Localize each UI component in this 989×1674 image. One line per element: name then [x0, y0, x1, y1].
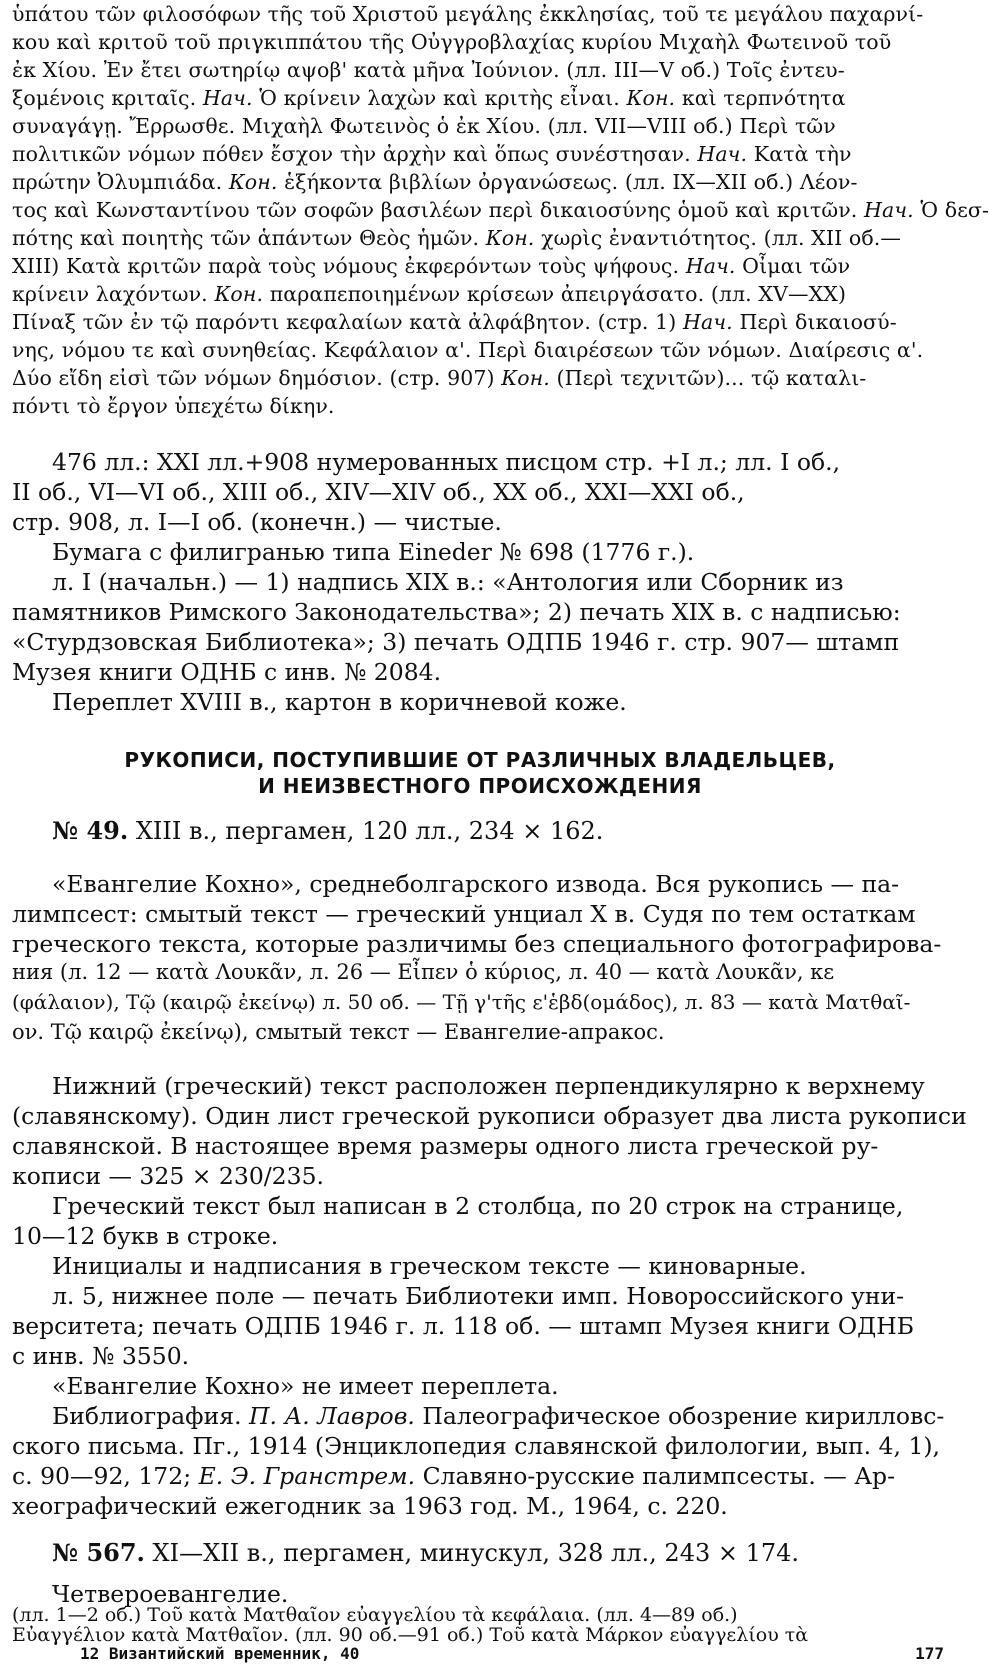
- greek-line-4: [12, 86, 948, 110]
- greek-line-5: συναγάγῃ. Ἔρρωσθε. Μιχαὴλ Φωτεινὸς ὁ ἐκ Χίου. (лл. VII—VIII об.) Περὶ τῶν: [12, 114, 836, 138]
- biblio-title-2: Славяно-русские палимпсесты. — Ар-: [422, 1462, 896, 1490]
- body-49-line-11: Греческий текст был написан в 2 столбца, по 20 строк на странице,: [52, 1192, 904, 1220]
- greek-line-11-tail: παραπεποιημένων κρίσεων ἀπειργάσατο. (лл. XV—XX): [269, 282, 847, 306]
- greek-line-11-lead: κρίνειν λαχόντων.: [12, 282, 208, 306]
- greek-line-14-lead: Δύο εἴδη εἰσὶ τῶν νόμων δημόσιον. (стр. 907): [12, 366, 495, 390]
- explicit-marker: Кон.: [626, 86, 676, 110]
- section-heading-line-1: РУКОПИСИ, ПОСТУПИВШИЕ ОТ РАЗЛИЧНЫХ ВЛАДЕЛЬЦЕВ,: [124, 748, 836, 772]
- entry-567-details: XI—XII в., пергамен, минускул, 328 лл., 243 × 174.: [152, 1539, 800, 1567]
- body-49-line-10: кописи — 325 × 230/235.: [12, 1162, 325, 1190]
- greek-line-12: [12, 310, 948, 334]
- body-49-line-9: славянской. В настоящее время размеры одного листа греческой ру-: [12, 1132, 879, 1160]
- biblio-line-3: [12, 1462, 948, 1490]
- desc-line-2: II об., VI—VI об., XIII об., XIV—XIV об., XX об., XXI—XXI об.,: [12, 478, 745, 506]
- body-49-line-1: «Евангелие Кохно», среднеболгарского извода. Вся рукопись — па-: [52, 870, 900, 898]
- greek-line-15: πόντι τὸ ἔργον ὑπεχέτω δίκην.: [12, 394, 335, 418]
- incipit-marker: Нач.: [697, 142, 748, 166]
- biblio-author-2: Е. Э. Гранстрем.: [198, 1462, 416, 1490]
- desc-line-3: стр. 908, л. I—I об. (конечн.) — чистые.: [12, 508, 502, 536]
- explicit-marker: Кон.: [214, 282, 264, 306]
- greek-line-14-tail: (Περὶ τεχνιτῶν)... τῷ καταλι-: [556, 366, 867, 390]
- greek-line-14: [12, 366, 948, 390]
- greek-line-3: ἐκ Χίου. Ἐν ἔτει σωτηρίῳ αψοβ' κατὰ μῆνα Ἰούνιον. (лл. III—V об.) Τοῖς ἐντευ-: [12, 58, 845, 82]
- greek-line-1: ὑπάτου τῶν φιλοσόφων τῆς τοῦ Χριστοῦ μεγάλης ἐκκλησίας, τοῦ τε μεγάλου παχαρνί-: [12, 2, 924, 26]
- body-49-line-3: греческого текста, которые различимы без специального фотографирова-: [12, 930, 942, 958]
- desc-line-6: памятников Римского Законодательства»; 2) печать XIX в. с надписью:: [12, 598, 901, 626]
- desc-line-4: Бумага с филигранью типа Eineder № 698 (1776 г.).: [52, 538, 695, 566]
- body-49-line-16: с инв. № 3550.: [12, 1342, 190, 1370]
- explicit-marker: Кон.: [501, 366, 550, 390]
- biblio-author-1: П. А. Лавров.: [249, 1402, 415, 1430]
- greek-line-8-tail: Ὁ δεσ-: [920, 198, 989, 222]
- greek-line-7-tail: ἑξήκοντα βιβλίων ὀργανώσεως. (лл. IX—XII об.) Λέον-: [284, 170, 858, 194]
- body-49-line-14: л. 5, нижнее поле — печать Библиотеки имп. Новороссийского уни-: [52, 1282, 905, 1310]
- entry-49-number: № 49.: [52, 816, 129, 845]
- incipit-marker: Нач.: [685, 254, 736, 278]
- incipit-marker: Нач.: [864, 198, 914, 222]
- greek-line-10: [12, 254, 948, 278]
- body-49-line-4: ния (л. 12 — κατὰ Λουκᾶν, л. 26 — Εἶπεν ὁ κύριος, л. 40 — κατὰ Λουκᾶν, κε: [12, 960, 835, 984]
- greek-line-12-lead: Πίναξ τῶν ἐν τῷ παρόντι κεφαλαίων κατὰ ἀλφάβητον. (стр. 1): [12, 310, 677, 334]
- entry-49-details: XIII в., пергамен, 120 лл., 234 × 162.: [135, 817, 604, 845]
- section-heading-line-2: И НЕИЗВЕСТНОГО ПРОИСХОЖДЕНИЯ: [258, 774, 702, 798]
- greek-line-6-tail: Κατὰ τὴν: [753, 142, 852, 166]
- greek-line-9: [12, 226, 948, 250]
- body-49-line-15: верситета; печать ОДПБ 1946 г. л. 118 об. — штамп Музея книги ОДНБ: [12, 1312, 914, 1340]
- greek-line-8-lead: τος καὶ Κωνσταντίνου τῶν σοφῶν βασιλέων περὶ δικαιοσύνης ὁμοῦ καὶ κριτῶν.: [12, 198, 858, 222]
- explicit-marker: Кон.: [485, 226, 535, 250]
- greek-line-4-tail: καὶ τερπνότητα: [681, 86, 846, 110]
- body-567-line-1: Четвероевангелие.: [52, 1580, 289, 1608]
- body-567-line-2: (лл. 1—2 об.) Τοῦ κατὰ Ματθαῖον εὐαγγελίου τὰ κεφάλαια. (лл. 4—89 об.): [12, 1604, 738, 1626]
- greek-line-12-tail: Περὶ δικαιοσύ-: [739, 310, 897, 334]
- biblio-line-1: [52, 1402, 948, 1430]
- incipit-marker: Нач.: [683, 310, 733, 334]
- body-49-line-2: лимпсест: смытый текст — греческий унциал X в. Судя по тем остаткам: [12, 900, 916, 928]
- biblio-label: Библиография.: [52, 1402, 242, 1430]
- desc-line-9: Переплет XVIII в., картон в коричневой коже.: [52, 688, 627, 716]
- page-number: 177: [915, 1644, 944, 1663]
- incipit-marker: Нач.: [202, 86, 253, 110]
- greek-line-6: [12, 142, 948, 166]
- body-49-line-17: «Евангелие Кохно» не имеет переплета.: [52, 1372, 559, 1400]
- biblio-line-2: ского письма. Пг., 1914 (Энциклопедия славянской филологии, вып. 4, 1),: [12, 1432, 941, 1460]
- body-49-line-7: Нижний (греческий) текст расположен перпендикулярно к верхнему: [52, 1072, 925, 1100]
- greek-line-8: [12, 198, 989, 222]
- greek-line-7: [12, 170, 948, 194]
- body-567-line-3: Εὐαγγέλιον κατὰ Ματθαῖον. (лл. 90 об.—91 об.) Τοῦ κατὰ Μάρκον εὐαγγελίου τὰ: [12, 1624, 809, 1646]
- desc-line-5: л. I (начальн.) — 1) надпись XIX в.: «Антология или Сборник из: [52, 568, 844, 596]
- greek-line-11: [12, 282, 948, 306]
- entry-567-number: № 567.: [52, 1538, 145, 1567]
- body-49-line-5: (φάλαιον), Τῷ (καιρῷ ἐκείνῳ) л. 50 об. — Τῇ γ'τῆς ε'ἑβδ(ομάδος), л. 83 — κατὰ Ματθαῖ-: [12, 990, 911, 1014]
- body-49-line-8: (славянскому). Один лист греческой рукописи образует два листа рукописи: [12, 1102, 967, 1130]
- greek-line-9-tail: χωρὶς ἐναντιότητος. (лл. XII об.—: [541, 226, 901, 250]
- body-49-line-12: 10—12 букв в строке.: [12, 1222, 279, 1250]
- greek-line-9-lead: πότης καὶ ποιητὴς τῶν ἁπάντων Θεὸς ἡμῶν.: [12, 226, 480, 250]
- entry-567-header: [52, 1538, 948, 1567]
- greek-line-13: νης, νόμου τε καὶ συνηθείας. Κεφάλαιον α'. Περὶ διαιρέσεων τῶν νόμων. Διαίρεσις α'.: [12, 338, 924, 362]
- desc-line-8: Музея книги ОДНБ с инв. № 2084.: [12, 658, 442, 686]
- greek-line-4-lead: ξομένοις κριταῖς.: [12, 86, 197, 110]
- desc-line-1: 476 лл.: XXI лл.+908 нумерованных писцом стр. +I л.; лл. I об.,: [52, 448, 841, 476]
- desc-line-7: «Стурдзовская Библиотека»; 3) печать ОДПБ 1946 г. стр. 907— штамп: [12, 628, 900, 656]
- greek-line-7-lead: πρώτην Ὀλυμπιάδα.: [12, 170, 223, 194]
- biblio-title-1: Палеографическое обозрение кирилловс-: [422, 1402, 945, 1430]
- greek-line-10-lead: XIII) Κατὰ κριτῶν παρὰ τοὺς νόμους ἐκφερόντων τοὺς ψήφους.: [12, 254, 680, 278]
- greek-line-6-lead: πολιτικῶν νόμων πόθεν ἔσχον τὴν ἀρχὴν καὶ ὅπως συνέστησαν.: [12, 142, 691, 166]
- biblio-pages: с. 90—92, 172;: [12, 1462, 192, 1490]
- greek-line-10-tail: Οἶμαι τῶν: [742, 254, 851, 278]
- body-49-line-6: ον. Τῷ καιρῷ ἐκείνῳ), смытый текст — Евангелие-апракос.: [12, 1020, 665, 1044]
- running-footer: 12 Византийский временник, 40: [80, 1644, 360, 1663]
- greek-line-4-text: Ὁ κρίνειν λαχὼν καὶ κριτὴς εἶναι.: [259, 86, 620, 110]
- greek-line-2: κου καὶ κριτοῦ τοῦ πριγκιππάτου τῆς Οὐγγροβλαχίας κυρίου Μιχαὴλ Φωτεινοῦ τοῦ: [12, 30, 892, 54]
- body-49-line-13: Инициалы и надписания в греческом тексте — киноварные.: [52, 1252, 807, 1280]
- biblio-line-4: хеографический ежегодник за 1963 год. М., 1964, с. 220.: [12, 1492, 728, 1520]
- explicit-marker: Кон.: [228, 170, 278, 194]
- entry-49-header: [52, 816, 948, 845]
